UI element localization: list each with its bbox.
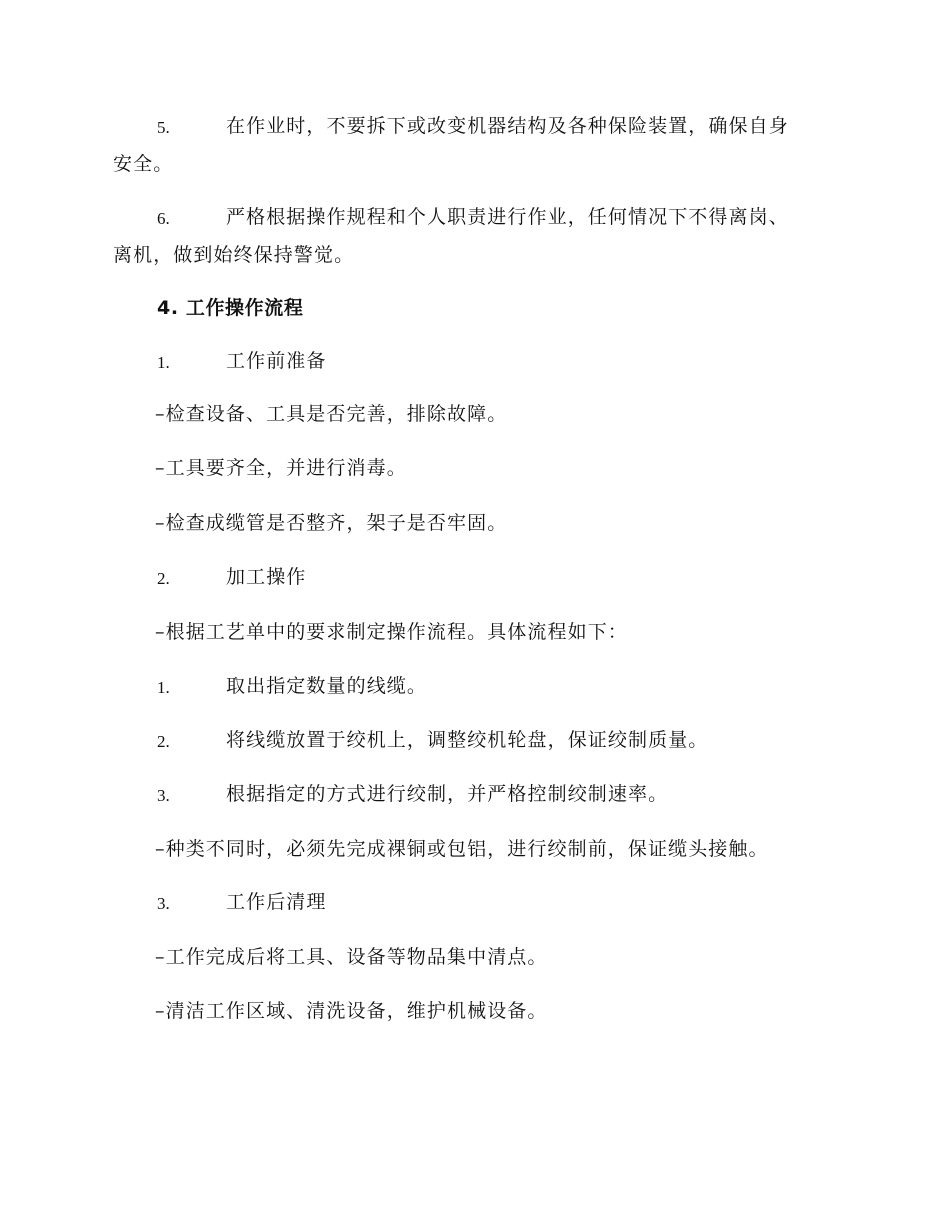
step-1-number: 1. [157,353,170,372]
item-5-number: 5. [157,118,170,137]
item-5-continuation: 安全。 [113,153,174,175]
substep-3-number: 3. [157,786,170,805]
item-6-text: 严格根据操作规程和个人职责进行作业，任何情况下不得离岗、 [226,206,789,228]
step-3-bullet-2: –清洁工作区域、清洗设备，维护机械设备。 [155,1000,548,1022]
section-heading: 4. 工作操作流程 [157,297,304,319]
step-3-number: 3. [157,894,170,913]
substep-1-text: 取出指定数量的线缆。 [226,675,428,697]
step-1-title: 工作前准备 [226,350,327,372]
step-2-number: 2. [157,569,170,588]
item-6-number: 6. [157,209,170,228]
substep-2-text: 将线缆放置于绞机上，调整绞机轮盘，保证绞制质量。 [226,729,709,751]
step-2-intro: –根据工艺单中的要求制定操作流程。具体流程如下： [155,621,628,643]
substep-1-number: 1. [157,678,170,697]
step-2-note: –种类不同时，必须先完成裸铜或包铝，进行绞制前，保证缆头接触。 [155,838,769,860]
step-1-bullet-2: –工具要齐全，并进行消毒。 [155,457,407,479]
step-3-title: 工作后清理 [226,891,327,913]
step-3-bullet-1: –工作完成后将工具、设备等物品集中清点。 [155,946,548,968]
item-5-text: 在作业时，不要拆下或改变机器结构及各种保险装置，确保自身 [226,115,789,137]
item-6-continuation: 离机，做到始终保持警觉。 [113,244,355,266]
step-1-bullet-1: –检查设备、工具是否完善，排除故障。 [155,403,508,425]
substep-2-number: 2. [157,732,170,751]
step-2-title: 加工操作 [226,566,307,588]
substep-3-text: 根据指定的方式进行绞制，并严格控制绞制速率。 [226,783,669,805]
step-1-bullet-3: –检查成缆管是否整齐，架子是否牢固。 [155,512,508,534]
